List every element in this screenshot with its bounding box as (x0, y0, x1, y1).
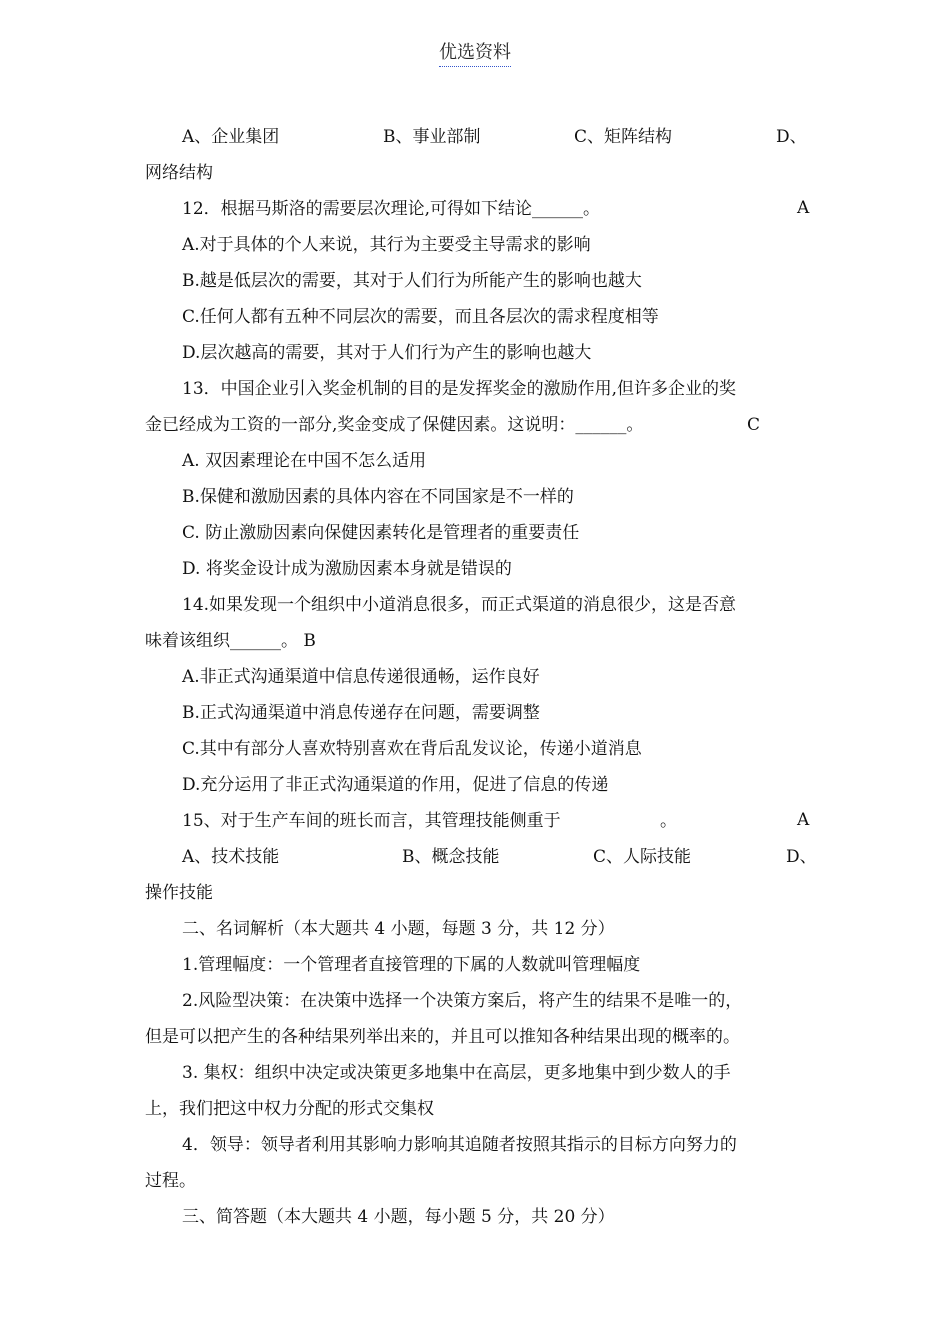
q13-option-c: C. 防止激励因素向保健因素转化是管理者的重要责任 (182, 523, 580, 543)
q11-option-d-cont: 网络结构 (145, 163, 213, 183)
q13-option-a: A. 双因素理论在中国不怎么适用 (182, 451, 427, 471)
q15-option-a: A、技术技能 (182, 847, 280, 867)
q13-stem-1: 13．中国企业引入奖金机制的目的是发挥奖金的激励作用,但许多企业的奖 (182, 379, 737, 399)
q13-option-d: D. 将奖金设计成为激励因素本身就是错误的 (182, 559, 512, 579)
q14-option-d: D.充分运用了非正式沟通渠道的作用，促进了信息的传递 (182, 775, 609, 795)
page-header (0, 38, 950, 64)
section-2-title: 二、名词解析（本大题共 4 小题，每题 3 分，共 12 分） (182, 919, 615, 939)
q11-option-d: D、 (776, 127, 807, 147)
q15-option-b: B、概念技能 (402, 847, 500, 867)
q13-stem-2: 金已经成为工资的一部分,奖金变成了保健因素。这说明：______。 (145, 415, 644, 435)
q11-option-c: C、矩阵结构 (574, 127, 673, 147)
term-2-line-2: 但是可以把产生的各种结果列举出来的，并且可以推知各种结果出现的概率的。 (145, 1027, 740, 1047)
term-4-line-2: 过程。 (145, 1171, 196, 1191)
q12-stem: 12．根据马斯洛的需要层次理论,可得如下结论______。 (182, 199, 601, 219)
section-3-title: 三、简答题（本大题共 4 小题，每小题 5 分，共 20 分） (182, 1207, 615, 1227)
q15-stem: 15、对于生产车间的班长而言，其管理技能侧重于 (182, 811, 561, 831)
term-1: 1.管理幅度：一个管理者直接管理的下属的人数就叫管理幅度 (182, 955, 641, 975)
term-4-line-1: 4．领导：领导者利用其影响力影响其追随者按照其指示的目标方向努力的 (182, 1135, 737, 1155)
q14-option-a: A.非正式沟通渠道中信息传递很通畅，运作良好 (182, 667, 540, 687)
q12-option-b: B.越是低层次的需要，其对于人们行为所能产生的影响也越大 (182, 271, 642, 291)
q15-answer: A (797, 810, 810, 830)
term-2-line-1: 2.风险型决策：在决策中选择一个决策方案后，将产生的结果不是唯一的， (182, 991, 743, 1011)
q12-answer: A (797, 198, 810, 218)
q15-blank-end: 。 (660, 811, 677, 831)
q12-option-a: A.对于具体的个人来说，其行为主要受主导需求的影响 (182, 235, 591, 255)
q15-option-d: D、 (786, 847, 817, 867)
header-text: 优选资料 (439, 42, 511, 67)
q11-option-b: B、事业部制 (383, 127, 481, 147)
q14-stem-2: 味着该组织______。 B (145, 631, 316, 651)
q13-answer: C (747, 415, 761, 435)
q15-option-d-cont: 操作技能 (145, 883, 213, 903)
term-3-line-1: 3. 集权：组织中决定或决策更多地集中在高层，更多地集中到少数人的手 (182, 1063, 731, 1083)
q14-option-b: B.正式沟通渠道中消息传递存在问题，需要调整 (182, 703, 540, 723)
q13-option-b: B.保健和激励因素的具体内容在不同国家是不一样的 (182, 487, 574, 507)
q14-stem-1: 14.如果发现一个组织中小道消息很多，而正式渠道的消息很少，这是否意 (182, 595, 737, 615)
term-3-line-2: 上，我们把这中权力分配的形式交集权 (145, 1099, 434, 1119)
q12-option-c: C.任何人都有五种不同层次的需要，而且各层次的需求程度相等 (182, 307, 659, 327)
q11-option-a: A、企业集团 (182, 127, 280, 147)
q12-option-d: D.层次越高的需要，其对于人们行为产生的影响也越大 (182, 343, 592, 363)
q14-option-c: C.其中有部分人喜欢特别喜欢在背后乱发议论，传递小道消息 (182, 739, 642, 759)
q15-option-c: C、人际技能 (593, 847, 692, 867)
